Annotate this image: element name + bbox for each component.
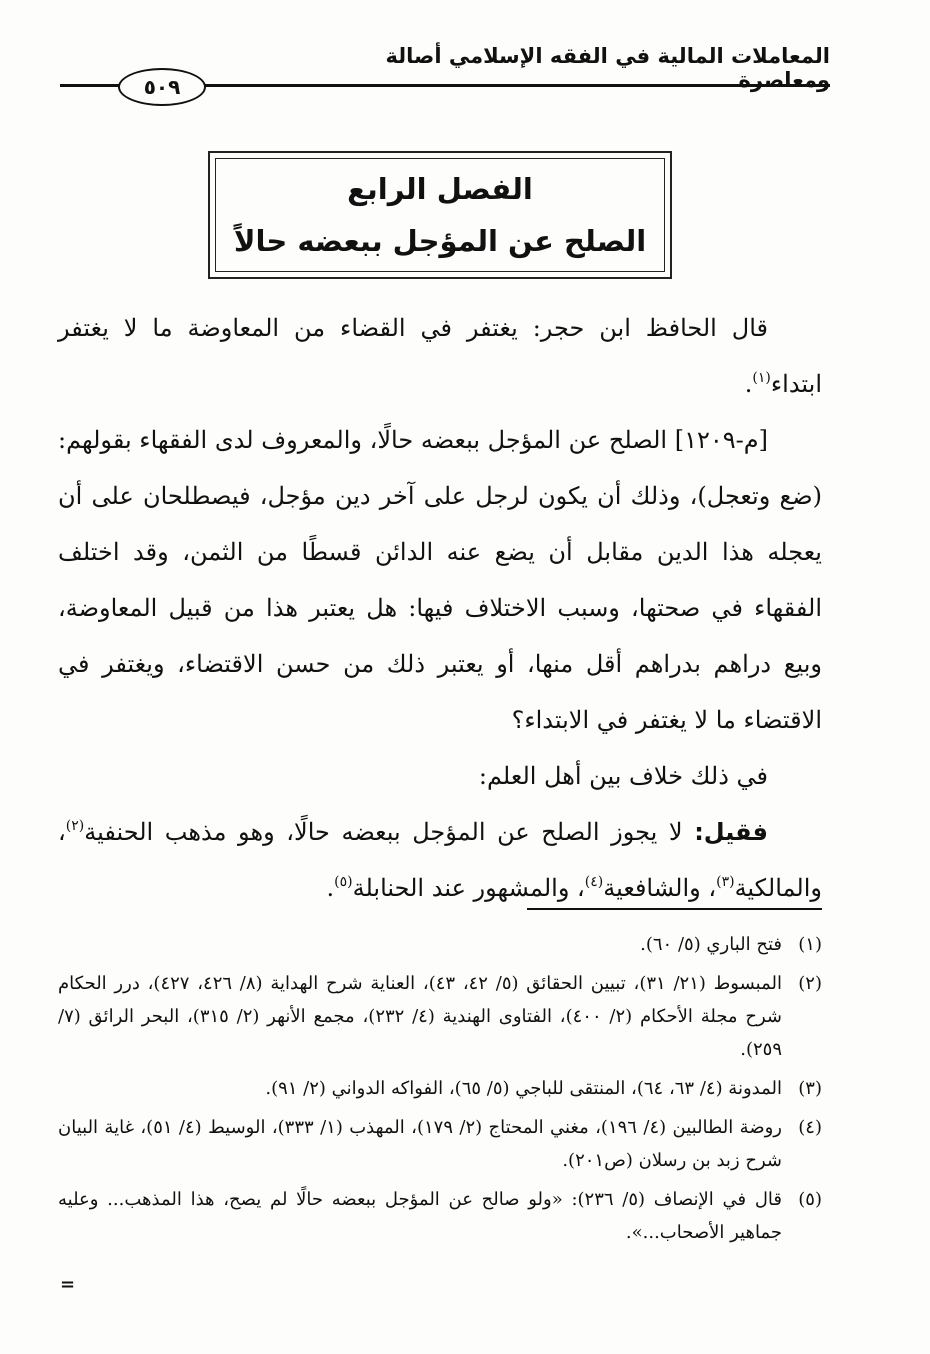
opinion-text-3: ، والشافعية <box>603 874 717 902</box>
continuation-mark: = <box>60 1274 76 1295</box>
quote-text: قال الحافظ ابن حجر: يغتفر في القضاء من المعاوضة ما لا يغتفر ابتداء <box>58 314 822 398</box>
footnote-text: المدونة (٤/ ٦٣، ٦٤)، المنتقى للباجي (٥/ ٦٥)، الفواكه الدواني (٢/ ٩١). <box>265 1078 782 1099</box>
opinion-text-1: لا يجوز الصلح عن المؤجل ببعضه حالًا، وهو مذهب الحنفية <box>84 818 695 846</box>
footnote-number: (٥) <box>798 1189 822 1210</box>
opinion-text-2: ، والمالكية <box>58 818 822 902</box>
body-text <box>58 300 822 916</box>
running-title: المعاملات المالية في الفقه الإسلامي أصالة ومعاصرة <box>385 44 830 92</box>
footnote-number: (١) <box>798 934 822 955</box>
footnote <box>58 928 822 961</box>
footnote-number: (٣) <box>798 1078 822 1099</box>
opinion-lead: فقيل: <box>694 818 768 846</box>
footnote-text: روضة الطالبين (٤/ ١٩٦)، مغني المحتاج (٢/ ١٧٩)، المهذب (١/ ٣٣٣)، الوسيط (٤/ ٥١)، غاية البيان شرح زبد بن رسلان (ص٢٠١). <box>58 1117 782 1171</box>
footnote-text: قال في الإنصاف (٥/ ٢٣٦): «ولو صالح عن المؤجل ببعضه حالًا لم يصح، هذا المذهب... وعليه جماهير الأصحاب...». <box>58 1189 782 1243</box>
footnote <box>58 1183 822 1249</box>
footnote-text: فتح الباري (٥/ ٦٠). <box>640 934 782 955</box>
footnote-separator <box>527 908 822 910</box>
paragraph-dispute: في ذلك خلاف بين أهل العلم: <box>478 762 768 790</box>
opinion-text-4: ، والمشهور عند الحنابلة <box>352 874 585 902</box>
chapter-title-box <box>208 151 672 279</box>
chapter-title: الفصل الرابع <box>347 172 533 206</box>
chapter-title-inner-frame <box>215 158 665 272</box>
footnote <box>58 967 822 1066</box>
footnote-text: المبسوط (٢١/ ٣١)، تبيين الحقائق (٥/ ٤٢، ٤٣)، العناية شرح الهداية (٨/ ٤٢٦، ٤٢٧)، درر الحكام شرح مجلة الأحكام (٢/ ٤٠٠)، الفتاوى الهندية (٤/ ٢٣٢)، مجمع الأنهر (٢/ ٣١٥)، البحر الرائق (٧/ ٢٥٩). <box>58 973 782 1060</box>
page-number: ٥٠٩ <box>118 68 206 106</box>
paragraph-quote <box>58 300 822 412</box>
footnote <box>58 1111 822 1177</box>
paragraph-first-opinion <box>58 804 822 916</box>
footnote-number: (٤) <box>798 1117 822 1138</box>
footnotes <box>58 928 822 1255</box>
footnote-ref-3[interactable]: (٣) <box>716 874 735 890</box>
paragraph-definition: [م-١٢٠٩] الصلح عن المؤجل ببعضه حالًا، والمعروف لدى الفقهاء بقولهم: (ضع وتعجل)، وذلك أن يكون لرجل على آخر دين مؤجل، فيصطلحان على أن يعجله هذا الدين مقابل أن يضع عنه الدائن قسطًا من الثمن، وقد اختلف الفقهاء في صحتها، وسبب الاختلاف فيها: هل يعتبر هذا من قبيل المعاوضة، وبيع دراهم بدراهم أقل منها، أو يعتبر ذلك من حسن الاقتضاء، ويغتفر في الاقتضاء ما لا يغتفر في الابتداء؟ <box>58 426 822 734</box>
opinion-end: . <box>326 874 335 902</box>
footnote-ref-4[interactable]: (٤) <box>584 874 604 890</box>
chapter-subtitle: الصلح عن المؤجل ببعضه حالاً <box>233 224 647 258</box>
quote-end: . <box>744 370 753 398</box>
footnote-ref-2[interactable]: (٢) <box>65 818 85 834</box>
footnote <box>58 1072 822 1105</box>
footnote-number: (٢) <box>798 973 822 994</box>
footnote-ref-1[interactable]: (١) <box>752 370 771 386</box>
footnote-ref-5[interactable]: (٥) <box>334 874 353 890</box>
